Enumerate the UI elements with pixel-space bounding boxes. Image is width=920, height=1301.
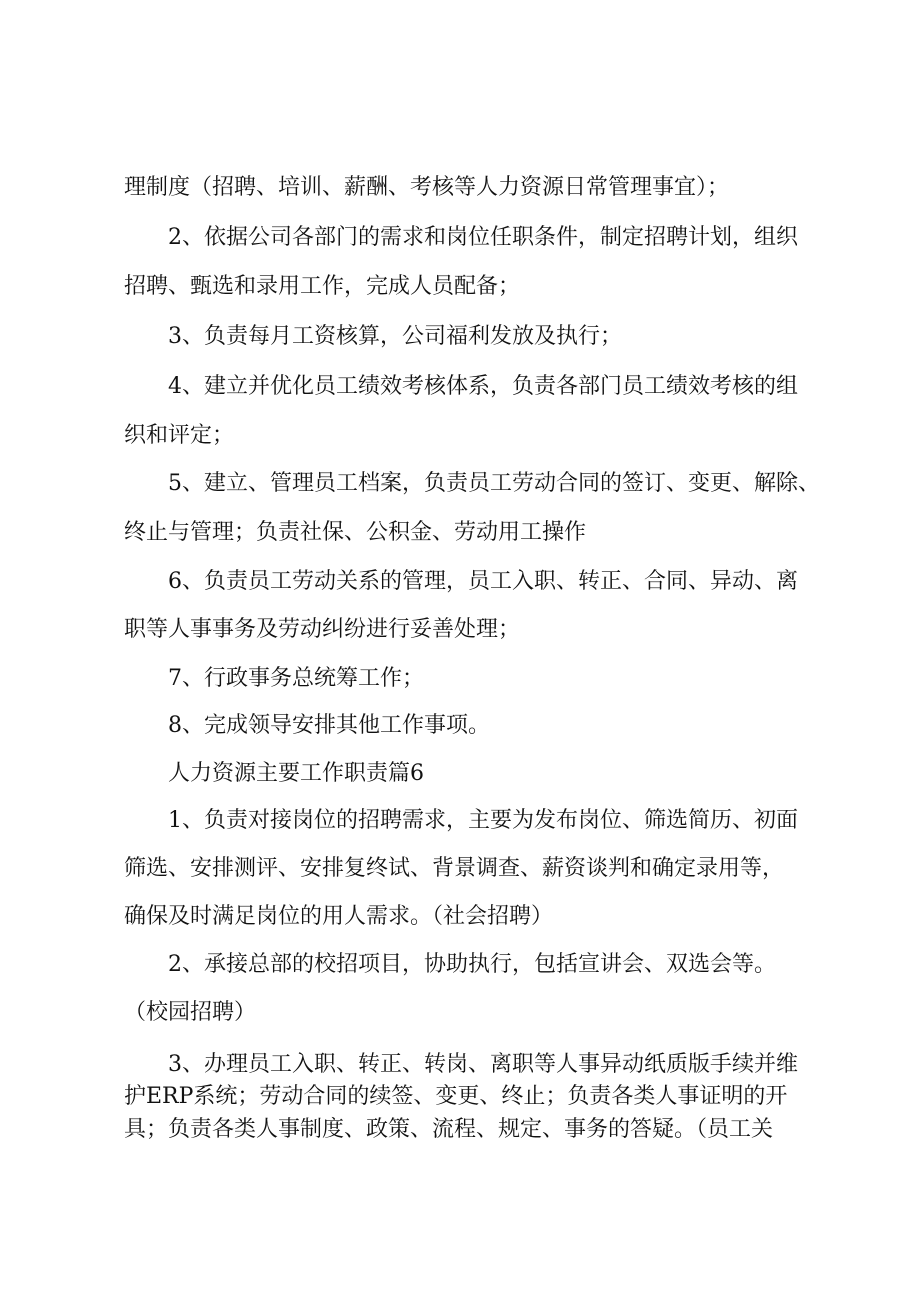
text-line: 8、完成领导安排其他工作事项。	[168, 713, 490, 738]
section-heading: 人力资源主要工作职责篇6	[168, 761, 424, 786]
text-line: 织和评定；	[124, 423, 235, 448]
text-line: 3、办理员工入职、转正、转岗、离职等人事异动纸质版手续并维	[168, 1052, 798, 1077]
text-line: （校园招聘）	[124, 1000, 257, 1025]
text-line: 3、负责每月工资核算，公司福利发放及执行；	[168, 324, 622, 349]
text-line: 确保及时满足岗位的用人需求。（社会招聘）	[124, 904, 554, 929]
text-line: 6、负责员工劳动关系的管理，员工入职、转正、合同、异动、离	[168, 569, 798, 594]
text-line: 2、承接总部的校招项目，协助执行，包括宣讲会、双选会等。	[168, 952, 776, 977]
text-line: 5、建立、管理员工档案，负责员工劳动合同的签订、变更、解除、	[168, 471, 820, 496]
text-line: 1、负责对接岗位的招聘需求，主要为发布岗位、筛选简历、初面	[168, 808, 798, 833]
text-line: 4、建立并优化员工绩效考核体系，负责各部门员工绩效考核的组	[168, 374, 798, 399]
text-line: 7、行政事务总统筹工作；	[168, 666, 424, 691]
text-line: 2、依据公司各部门的需求和岗位任职条件，制定招聘计划，组织	[168, 225, 798, 250]
text-line: 理制度（招聘、培训、薪酬、考核等人力资源日常管理事宜）；	[124, 175, 730, 200]
text-line: 护ERP系统；劳动合同的续签、变更、终止；负责各类人事证明的开	[124, 1084, 788, 1109]
text-line: 筛选、安排测评、安排复终试、背景调查、薪资谈判和确定录用等，	[124, 856, 785, 881]
text-line: 终止与管理；负责社保、公积金、劳动用工操作	[124, 520, 587, 545]
text-line: 具；负责各类人事制度、政策、流程、规定、事务的答疑。（员工关	[124, 1117, 774, 1142]
text-line: 职等人事事务及劳动纠纷进行妥善处理；	[124, 617, 521, 642]
text-line: 招聘、甄选和录用工作，完成人员配备；	[124, 274, 521, 299]
